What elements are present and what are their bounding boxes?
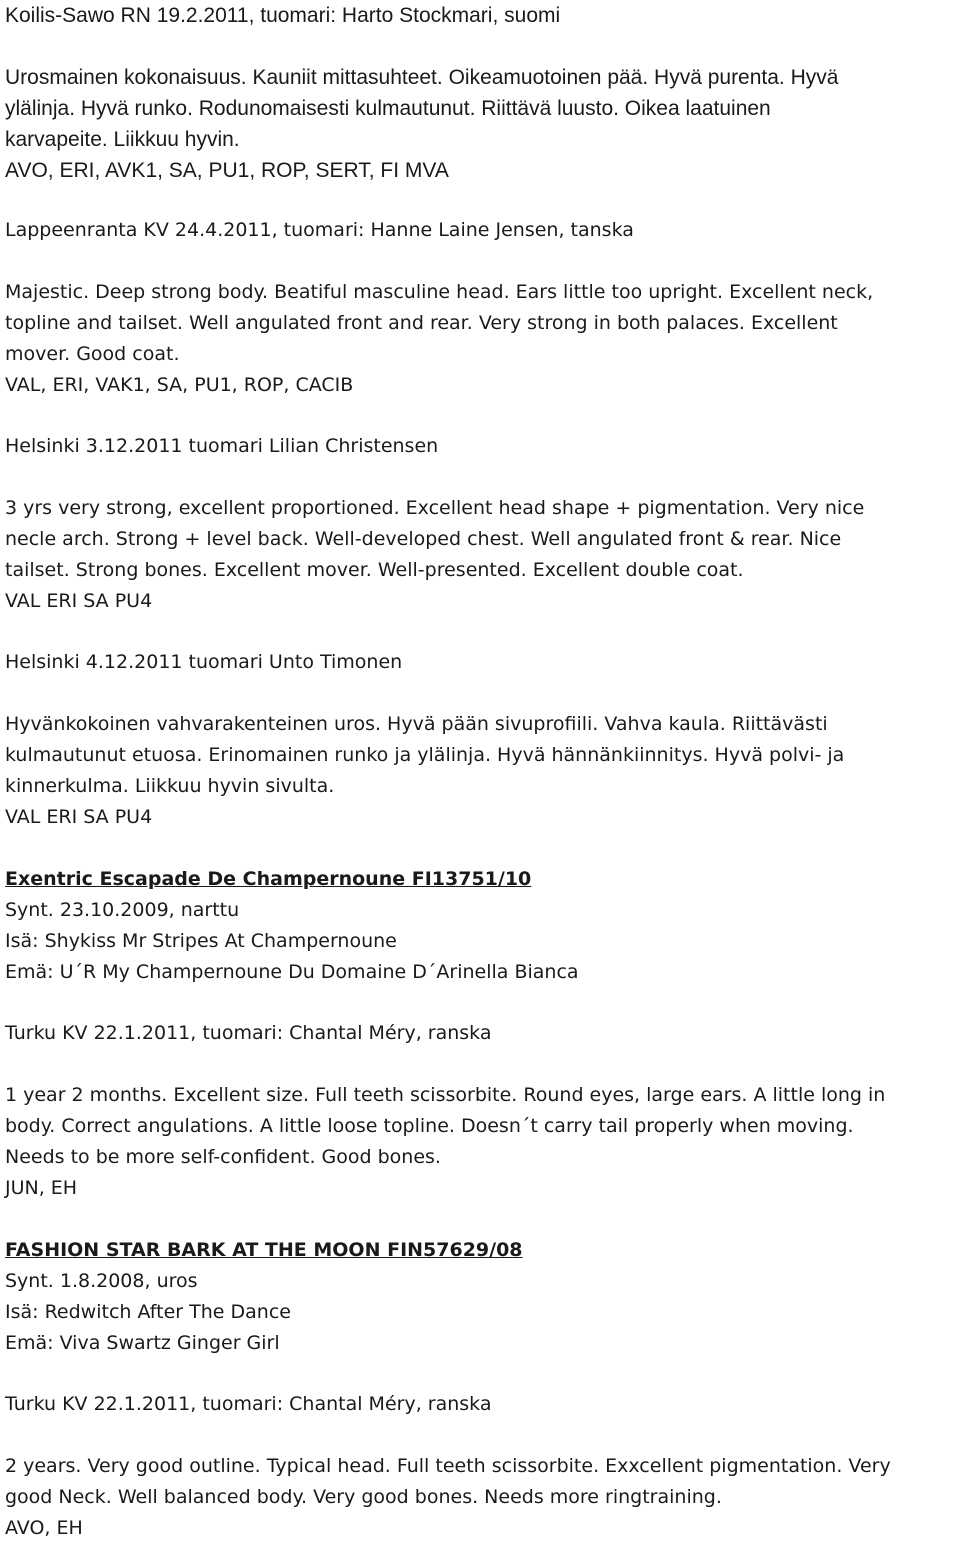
critique-line: good Neck. Well balanced body. Very good bones. Needs more ringtraining. [5, 1486, 722, 1508]
show-heading: Lappeenranta KV 24.4.2011, tuomari: Hanne Laine Jensen, tanska [5, 219, 634, 241]
critique-line: 1 year 2 months. Excellent size. Full teeth scissorbite. Round eyes, large ears. A little long in [5, 1084, 886, 1106]
critique-line: Hyvänkokoinen vahvarakenteinen uros. Hyvä pään sivuprofiili. Vahva kaula. Riittävästi [5, 713, 828, 735]
dog-birth-line: Synt. 23.10.2009, narttu [5, 899, 240, 921]
dog-name-heading: Exentric Escapade De Champernoune FI13751/10 [5, 868, 532, 890]
critique-line: ylälinja. Hyvä runko. Rodunomaisesti kulmautunut. Riittävä luusto. Oikea laatuinen [5, 97, 771, 120]
result-line: AVO, ERI, AVK1, SA, PU1, ROP, SERT, FI MVA [5, 159, 449, 182]
critique-line: Urosmainen kokonaisuus. Kauniit mittasuhteet. Oikeamuotoinen pää. Hyvä purenta. Hyvä [5, 66, 839, 89]
critique-line: kinnerkulma. Liikkuu hyvin sivulta. [5, 775, 335, 797]
dog-birth-line: Synt. 1.8.2008, uros [5, 1270, 198, 1292]
critique-line: mover. Good coat. [5, 343, 180, 365]
critique-line: topline and tailset. Well angulated front and rear. Very strong in both palaces. Excellent [5, 312, 838, 334]
dog-name-heading: FASHION STAR BARK AT THE MOON FIN57629/08 [5, 1239, 523, 1261]
critique-line: kulmautunut etuosa. Erinomainen runko ja ylälinja. Hyvä hännänkiinnitys. Hyvä polvi- ja [5, 744, 845, 766]
critique-line: Needs to be more self-confident. Good bones. [5, 1146, 441, 1168]
result-line: VAL, ERI, VAK1, SA, PU1, ROP, CACIB [5, 374, 354, 396]
dog-dam-line: Emä: Viva Swartz Ginger Girl [5, 1332, 280, 1354]
show-heading: Koilis-Sawo RN 19.2.2011, tuomari: Harto Stockmari, suomi [5, 4, 561, 27]
result-line: VAL ERI SA PU4 [5, 590, 153, 612]
critique-line: Majestic. Deep strong body. Beatiful masculine head. Ears little too upright. Excellent neck, [5, 281, 874, 303]
show-heading: Turku KV 22.1.2011, tuomari: Chantal Méry, ranska [5, 1022, 492, 1044]
critique-line: karvapeite. Liikkuu hyvin. [5, 128, 240, 151]
critique-line: body. Correct angulations. A little loose topline. Doesn´t carry tail properly when moving. [5, 1115, 854, 1137]
show-heading: Helsinki 4.12.2011 tuomari Unto Timonen [5, 651, 403, 673]
result-line: AVO, EH [5, 1517, 83, 1539]
show-heading: Helsinki 3.12.2011 tuomari Lilian Christensen [5, 435, 439, 457]
dog-dam-line: Emä: U´R My Champernoune Du Domaine D´Arinella Bianca [5, 961, 579, 983]
result-line: VAL ERI SA PU4 [5, 806, 153, 828]
critique-line: 3 yrs very strong, excellent proportioned. Excellent head shape + pigmentation. Very nice [5, 497, 865, 519]
critique-line: 2 years. Very good outline. Typical head. Full teeth scissorbite. Exxcellent pigmentation. Very [5, 1455, 891, 1477]
critique-line: tailset. Strong bones. Excellent mover. Well-presented. Excellent double coat. [5, 559, 744, 581]
dog-sire-line: Isä: Shykiss Mr Stripes At Champernoune [5, 930, 397, 952]
result-line: JUN, EH [5, 1177, 78, 1199]
dog-sire-line: Isä: Redwitch After The Dance [5, 1301, 291, 1323]
show-heading: Turku KV 22.1.2011, tuomari: Chantal Méry, ranska [5, 1393, 492, 1415]
critique-line: necle arch. Strong + level back. Well-developed chest. Well angulated front & rear. Nice [5, 528, 842, 550]
